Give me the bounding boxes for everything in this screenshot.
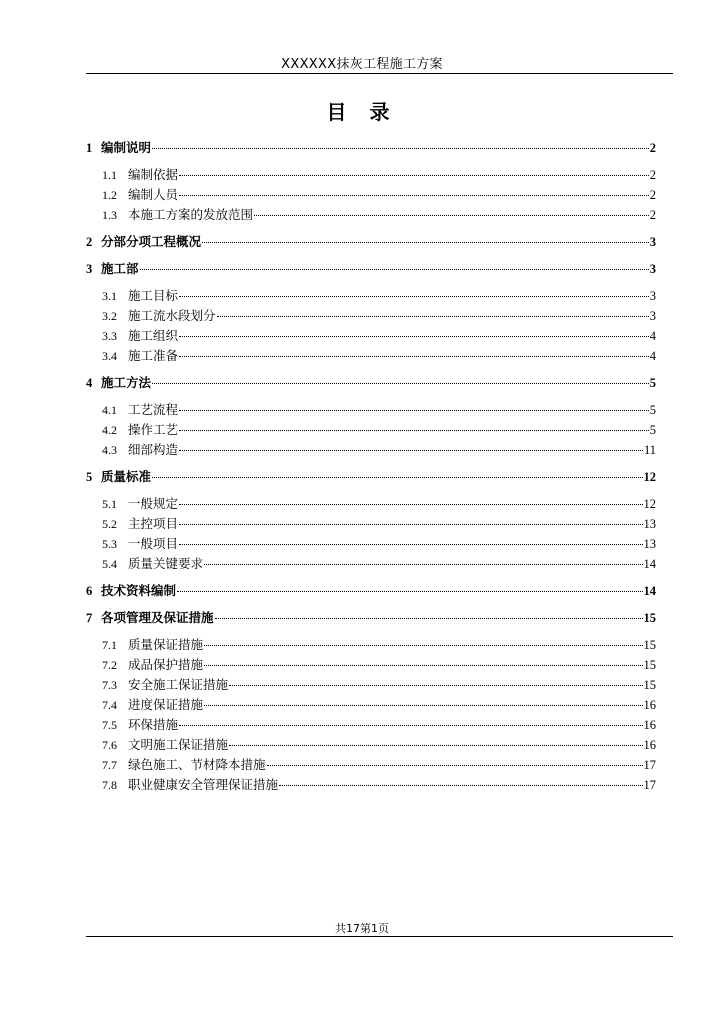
toc-dot-leader	[267, 765, 643, 766]
toc-entry-title: 质量保证措施	[128, 637, 204, 652]
toc-entry-title: 质量标准	[101, 469, 152, 484]
toc-entry-page: 16	[643, 738, 656, 752]
toc-entry[interactable]	[86, 715, 656, 733]
toc-dot-leader	[229, 745, 642, 746]
toc-entry[interactable]	[86, 581, 656, 599]
toc-dot-leader	[254, 215, 649, 216]
toc-entry-page: 3	[649, 262, 656, 276]
toc-dot-leader	[204, 665, 642, 666]
toc-dot-leader	[177, 591, 642, 592]
toc-entry[interactable]	[86, 494, 656, 512]
toc-entry-number: 5.2	[102, 517, 117, 531]
toc-entry-number: 7.2	[102, 658, 117, 672]
toc-dot-leader	[217, 316, 649, 317]
toc-entry[interactable]	[86, 259, 656, 277]
toc-entry-page: 14	[643, 584, 656, 598]
toc-entry-title: 细部构造	[128, 442, 179, 457]
toc-entry-page: 2	[649, 141, 656, 155]
toc-entry-page: 3	[649, 289, 656, 303]
toc-entry[interactable]	[86, 675, 656, 693]
toc-entry-number: 7.5	[102, 718, 117, 732]
toc-entry-number: 3.2	[102, 309, 117, 323]
toc-entry-title: 绿色施工、节材降本措施	[128, 757, 266, 772]
toc-entry[interactable]	[86, 608, 656, 626]
toc-dot-leader	[204, 645, 642, 646]
toc-entry-page: 14	[643, 557, 656, 571]
toc-entry-title: 文明施工保证措施	[128, 737, 229, 752]
toc-entry[interactable]	[86, 420, 656, 438]
toc-entry-page: 3	[649, 235, 656, 249]
toc-entry-number: 3.3	[102, 329, 117, 343]
toc-entry-page: 16	[643, 718, 656, 732]
toc-dot-leader	[202, 242, 649, 243]
toc-dot-leader	[179, 450, 643, 451]
toc-entry-title: 施工方法	[101, 375, 152, 390]
toc-entry[interactable]	[86, 440, 656, 458]
toc-entry-page: 2	[649, 168, 656, 182]
toc-entry-title: 编制依据	[128, 167, 179, 182]
toc-entry-number: 7.6	[102, 738, 117, 752]
toc-dot-leader	[152, 477, 642, 478]
toc-entry-title: 质量关键要求	[128, 556, 204, 571]
toc-entry[interactable]	[86, 286, 656, 304]
header-title: XXXXXX抹灰工程施工方案	[281, 57, 443, 72]
toc-entry-title: 成品保护措施	[128, 657, 204, 672]
toc-entry-page: 17	[643, 778, 656, 792]
toc-entry[interactable]	[86, 185, 656, 203]
toc-title: 目 录	[326, 100, 398, 124]
toc-entry-page: 5	[649, 376, 656, 390]
footer-divider	[86, 936, 673, 937]
toc-entry[interactable]	[86, 775, 656, 793]
toc-entry-number: 5.4	[102, 557, 117, 571]
toc-entry[interactable]	[86, 346, 656, 364]
toc-entry[interactable]	[86, 755, 656, 773]
toc-dot-leader	[179, 175, 649, 176]
toc-dot-leader	[179, 336, 649, 337]
toc-entry-title: 分部分项工程概况	[101, 234, 202, 249]
toc-entry-page: 4	[649, 329, 656, 343]
toc-dot-leader	[179, 410, 649, 411]
toc-entry[interactable]	[86, 400, 656, 418]
toc-entry-title: 施工目标	[128, 288, 179, 303]
toc-entry-title: 各项管理及保证措施	[101, 610, 214, 625]
toc-entry-page: 15	[643, 611, 656, 625]
toc-entry[interactable]	[86, 635, 656, 653]
toc-entry-page: 15	[643, 658, 656, 672]
toc-entry-title: 技术资料编制	[101, 583, 177, 598]
toc-entry-title: 职业健康安全管理保证措施	[128, 777, 279, 792]
toc-entry[interactable]	[86, 373, 656, 391]
toc-dot-leader	[179, 524, 642, 525]
toc-entry[interactable]	[86, 306, 656, 324]
toc-entry[interactable]	[86, 554, 656, 572]
toc-entry-page: 13	[643, 537, 656, 551]
toc-entry-number: 7.8	[102, 778, 117, 792]
toc-entry-page: 2	[649, 188, 656, 202]
toc-entry-page: 5	[649, 423, 656, 437]
toc-dot-leader	[152, 383, 649, 384]
toc-entry-page: 15	[643, 638, 656, 652]
toc-entry-page: 4	[649, 349, 656, 363]
toc-entry-number: 1.2	[102, 188, 117, 202]
toc-entry-title: 本施工方案的发放范围	[128, 207, 254, 222]
toc-dot-leader	[179, 430, 649, 431]
toc-entry-number: 7.1	[102, 638, 117, 652]
toc-entry-number: 4	[86, 376, 93, 390]
toc-dot-leader	[179, 544, 642, 545]
toc-entry-title: 编制说明	[101, 140, 152, 155]
toc-entry-title: 编制人员	[128, 187, 179, 202]
toc-entry-number: 1.1	[102, 168, 117, 182]
toc-entry-title: 施工组织	[128, 328, 179, 343]
toc-entry-title: 主控项目	[128, 516, 179, 531]
toc-dot-leader	[179, 725, 642, 726]
toc-entry[interactable]	[86, 165, 656, 183]
toc-entry-title: 环保措施	[128, 717, 179, 732]
toc-entry-number: 1	[86, 141, 93, 155]
toc-dot-leader	[179, 296, 649, 297]
toc-entry-number: 6	[86, 584, 93, 598]
toc-entry[interactable]	[86, 514, 656, 532]
toc-entry-page: 16	[643, 698, 656, 712]
toc-dot-leader	[204, 705, 642, 706]
toc-dot-leader	[204, 564, 642, 565]
toc-dot-leader	[215, 618, 643, 619]
toc-entry-page: 5	[649, 403, 656, 417]
toc-entry[interactable]	[86, 138, 656, 156]
toc-entry[interactable]	[86, 232, 656, 250]
toc-dot-leader	[279, 785, 642, 786]
toc-entry-number: 2	[86, 235, 93, 249]
toc-entry[interactable]	[86, 655, 656, 673]
toc-entry[interactable]	[86, 534, 656, 552]
toc-entry-number: 4.2	[102, 423, 117, 437]
toc-dot-leader	[229, 685, 642, 686]
toc-entry-title: 施工部	[101, 261, 139, 276]
toc-entry-number: 7.3	[102, 678, 117, 692]
toc-entry-number: 7.7	[102, 758, 117, 772]
toc-entry-page: 17	[643, 758, 656, 772]
toc-entry-number: 4.1	[102, 403, 117, 417]
header-divider	[86, 73, 673, 74]
toc-entry[interactable]	[86, 695, 656, 713]
toc-dot-leader	[179, 504, 642, 505]
toc-entry-page: 11	[643, 443, 656, 457]
toc-entry-page: 3	[649, 309, 656, 323]
toc-entry-number: 4.3	[102, 443, 117, 457]
footer-page-info: 共17第1页	[335, 922, 389, 935]
toc-entry[interactable]	[86, 467, 656, 485]
toc-entry-title: 施工准备	[128, 348, 179, 363]
toc-entry-number: 1.3	[102, 208, 117, 222]
toc-entry-number: 3	[86, 262, 93, 276]
toc-entry-page: 13	[643, 517, 656, 531]
toc-dot-leader	[179, 195, 649, 196]
toc-entry-number: 5.1	[102, 497, 117, 511]
toc-dot-leader	[152, 148, 649, 149]
toc-entry-page: 15	[643, 678, 656, 692]
toc-entry-title: 工艺流程	[128, 402, 179, 417]
toc-dot-leader	[140, 269, 649, 270]
toc-entry-title: 施工流水段划分	[128, 308, 216, 323]
toc-entry[interactable]	[86, 326, 656, 344]
toc-entry-number: 7.4	[102, 698, 117, 712]
toc-entry-number: 7	[86, 611, 93, 625]
toc-entry[interactable]	[86, 735, 656, 753]
toc-entry-number: 3.1	[102, 289, 117, 303]
toc-entry-title: 一般规定	[128, 496, 179, 511]
toc-entry-title: 一般项目	[128, 536, 179, 551]
toc-entry-page: 12	[643, 497, 656, 511]
toc-entry-title: 安全施工保证措施	[128, 677, 229, 692]
toc-entry-page: 12	[643, 470, 656, 484]
toc-entry-number: 3.4	[102, 349, 117, 363]
toc-dot-leader	[179, 356, 649, 357]
toc-entry-title: 进度保证措施	[128, 697, 204, 712]
toc-entry-number: 5.3	[102, 537, 117, 551]
toc-entry-number: 5	[86, 470, 93, 484]
toc-entry[interactable]	[86, 205, 656, 223]
toc-entry-page: 2	[649, 208, 656, 222]
toc-entry-title: 操作工艺	[128, 422, 179, 437]
